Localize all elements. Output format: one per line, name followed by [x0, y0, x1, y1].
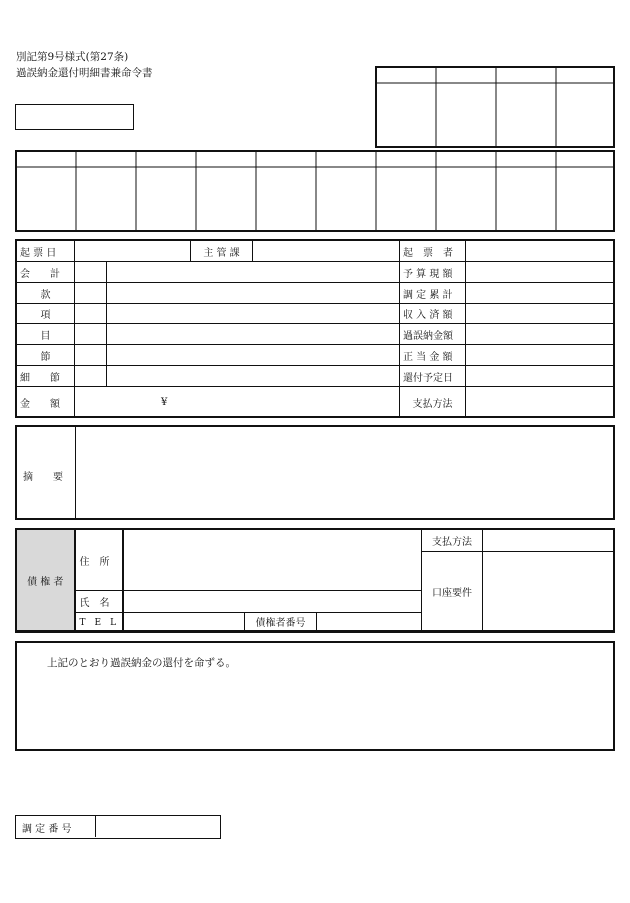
saisetsu-name[interactable]	[107, 366, 400, 387]
saisetsu-code[interactable]	[75, 366, 107, 387]
blank-box	[15, 104, 134, 130]
shimei-label: 氏 名	[75, 591, 123, 613]
shukanka-value[interactable]	[253, 241, 400, 262]
order-text: 上記のとおり過誤納金の還付を命ずる。	[47, 657, 236, 669]
kagonokin-gaku-value[interactable]	[466, 324, 615, 345]
tel-label: T E L	[75, 613, 123, 631]
moku-code[interactable]	[75, 324, 107, 345]
shimei-value[interactable]	[123, 591, 422, 613]
moku-name[interactable]	[107, 324, 400, 345]
form-title: 過誤納金還付明細書兼命令書	[16, 67, 153, 79]
shunyu-zumigaku-value[interactable]	[466, 304, 615, 324]
koza-yoken-label: 口座要件	[422, 552, 483, 631]
kanpu-yoteibi-value[interactable]	[466, 366, 615, 387]
kou-label: 項	[17, 304, 75, 324]
approval-grid-top-right	[375, 66, 615, 148]
kou-code[interactable]	[75, 304, 107, 324]
form-number: 別記第9号様式(第27条)	[16, 51, 129, 63]
saikensha-bango-label: 債権者番号	[245, 613, 317, 631]
seito-kingaku-value[interactable]	[466, 345, 615, 366]
creditor-label: 債 権 者	[17, 530, 75, 631]
shunyu-zumigaku-label: 収 入 済 額	[400, 304, 466, 324]
shiharai-hoho-label: 支払方法	[400, 387, 466, 418]
kihyosha-label: 起 票 者	[400, 241, 466, 262]
tekiyo-field[interactable]	[77, 427, 611, 518]
kaikei-label: 会 計	[17, 262, 75, 283]
kou-name[interactable]	[107, 304, 400, 324]
saikensha-bango-value[interactable]	[317, 613, 422, 631]
setsu-code[interactable]	[75, 345, 107, 366]
kanpu-yoteibi-label: 還付予定日	[400, 366, 466, 387]
shiharai-hoho-value[interactable]	[466, 387, 615, 418]
kan-name[interactable]	[107, 283, 400, 304]
seito-kingaku-label: 正 当 金 額	[400, 345, 466, 366]
kingaku-label: 金 額	[17, 387, 75, 418]
chotei-ruikei-value[interactable]	[466, 283, 615, 304]
koza-yoken-value[interactable]	[483, 552, 615, 631]
chotei-bango-label: 調 定 番 号	[22, 824, 72, 835]
creditor-table	[16, 529, 615, 631]
yosan-genkaku-label: 予 算 現 額	[400, 262, 466, 283]
chotei-ruikei-label: 調 定 累 計	[400, 283, 466, 304]
yosan-genkaku-value[interactable]	[466, 262, 615, 283]
kaikei-code[interactable]	[75, 262, 107, 283]
kan-label: 款	[17, 283, 75, 304]
kaikei-name[interactable]	[107, 262, 400, 283]
moku-label: 目	[17, 324, 75, 345]
kihyobi-label: 起 票 日	[17, 241, 75, 262]
tekiyo-box	[15, 425, 615, 520]
setsu-label: 節	[17, 345, 75, 366]
chotei-bango-value[interactable]	[97, 816, 217, 837]
budget-table	[16, 240, 615, 418]
approval-grid-wide	[15, 150, 615, 232]
yen-sign: ¥	[161, 396, 168, 408]
kagonokin-gaku-label: 過誤納金額	[400, 324, 466, 345]
tekiyo-label: 摘 要	[23, 472, 63, 483]
setsu-name[interactable]	[107, 345, 400, 366]
kihyobi-value[interactable]	[75, 241, 191, 262]
kingaku-value[interactable]	[75, 387, 400, 418]
jusho-value[interactable]	[123, 530, 422, 591]
jusho-label: 住 所	[75, 530, 123, 591]
saisetsu-label: 細 節	[17, 366, 75, 387]
creditor-shiharai-hoho-value[interactable]	[483, 530, 615, 552]
order-box	[15, 641, 615, 751]
kan-code[interactable]	[75, 283, 107, 304]
kihyosha-value[interactable]	[466, 241, 615, 262]
tel-value[interactable]	[123, 613, 245, 631]
chotei-bango-box	[15, 815, 221, 839]
creditor-shiharai-hoho-label: 支払方法	[422, 530, 483, 552]
shukanka-label: 主 管 課	[191, 241, 253, 262]
